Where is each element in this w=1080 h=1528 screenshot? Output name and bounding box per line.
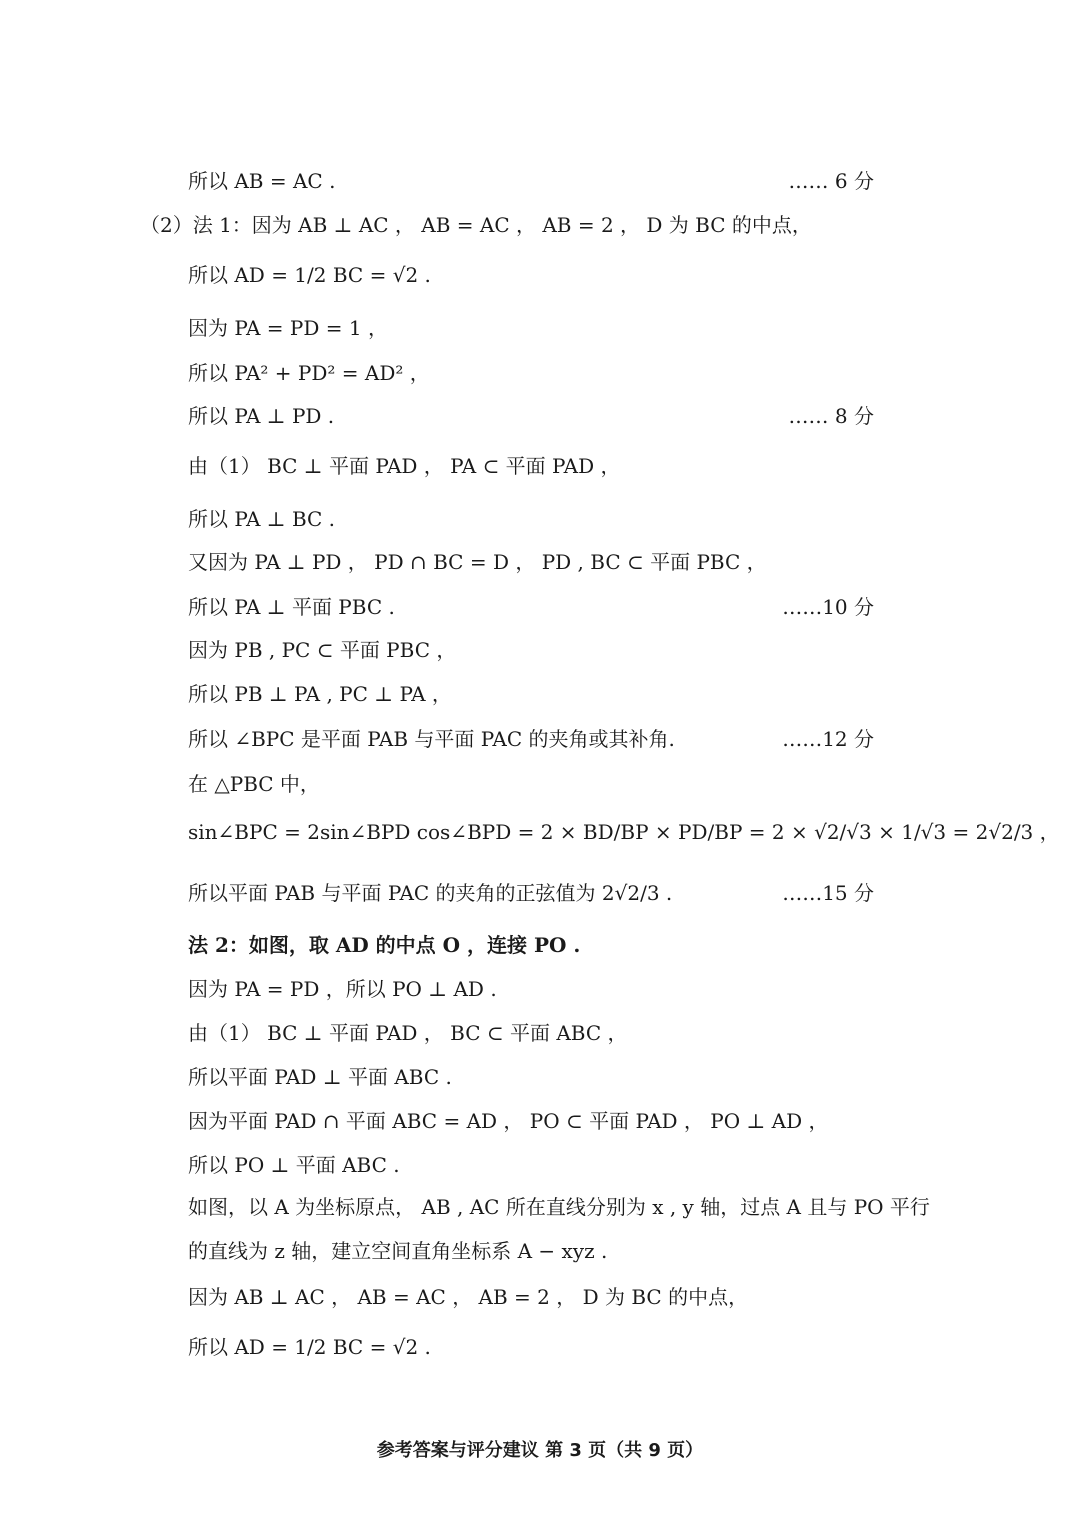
step-line: 所以 AB = AC . (188, 169, 336, 193)
step-line: 所以 PA² + PD² = AD² ， (188, 361, 430, 385)
step-line: 所以 ∠BPC 是平面 PAB 与平面 PAC 的夹角或其补角. (188, 727, 675, 751)
step-line: 因为 PB , PC ⊂ 平面 PBC ， (188, 638, 457, 662)
step-line: 所以 AD = 1/2 BC = √2 . (188, 263, 431, 287)
step-line: 因为 AB ⊥ AC ， AB = AC ， AB = 2 ， D 为 BC 的中点， (188, 1285, 749, 1309)
score-mark: ……10 分 (782, 595, 874, 619)
score-mark: ……12 分 (782, 727, 874, 751)
page-footer: 参考答案与评分建议 第 3 页（共 9 页） (376, 1440, 704, 1461)
step-line: 因为 PA = PD = 1 ， (188, 316, 388, 340)
step-line: 所以 PA ⊥ BC . (188, 507, 336, 531)
step-line: 所以平面 PAB 与平面 PAC 的夹角的正弦值为 2√2/3 . (188, 881, 673, 905)
step-line: 在 △PBC 中， (188, 772, 320, 796)
method-heading: 法 2：如图，取 AD 的中点 O ，连接 PO . (188, 933, 581, 957)
score-mark: …… 8 分 (788, 404, 874, 428)
step-line: 所以 PA ⊥ 平面 PBC . (188, 595, 395, 619)
step-line: 所以平面 PAD ⊥ 平面 ABC . (188, 1065, 452, 1089)
step-line: 所以 AD = 1/2 BC = √2 . (188, 1335, 431, 1359)
score-mark: …… 6 分 (788, 169, 874, 193)
step-line: 因为平面 PAD ∩ 平面 ABC = AD ， PO ⊂ 平面 PAD ， PO ⊥ AD ， (188, 1109, 829, 1133)
step-line: 又因为 PA ⊥ PD ， PD ∩ BC = D ， PD , BC ⊂ 平面 PBC ， (188, 550, 767, 574)
step-line: 所以 PO ⊥ 平面 ABC . (188, 1153, 400, 1177)
step-line: 所以 PA ⊥ PD . (188, 404, 335, 428)
step-line: （2）法 1：因为 AB ⊥ AC ， AB = AC ， AB = 2 ， D 为 BC 的中点， (140, 213, 812, 237)
formula-line: sin∠BPC = 2sin∠BPD cos∠BPD = 2 × BD/BP × PD/BP = 2 × √2/√3 × 1/√3 = 2√2/3 ， (188, 820, 1060, 844)
step-line: 的直线为 z 轴，建立空间直角坐标系 A − xyz . (188, 1239, 608, 1263)
step-line: 所以 PB ⊥ PA , PC ⊥ PA ， (188, 682, 452, 706)
step-line: 由（1） BC ⊥ 平面 PAD ， BC ⊂ 平面 ABC ， (188, 1021, 628, 1045)
step-line: 因为 PA = PD ，所以 PO ⊥ AD . (188, 977, 497, 1001)
score-mark: ……15 分 (782, 881, 874, 905)
step-line: 如图，以 A 为坐标原点， AB , AC 所在直线分别为 x , y 轴，过点 A 且与 PO 平行 (188, 1195, 930, 1219)
step-line: 由（1） BC ⊥ 平面 PAD ， PA ⊂ 平面 PAD ， (188, 454, 621, 478)
